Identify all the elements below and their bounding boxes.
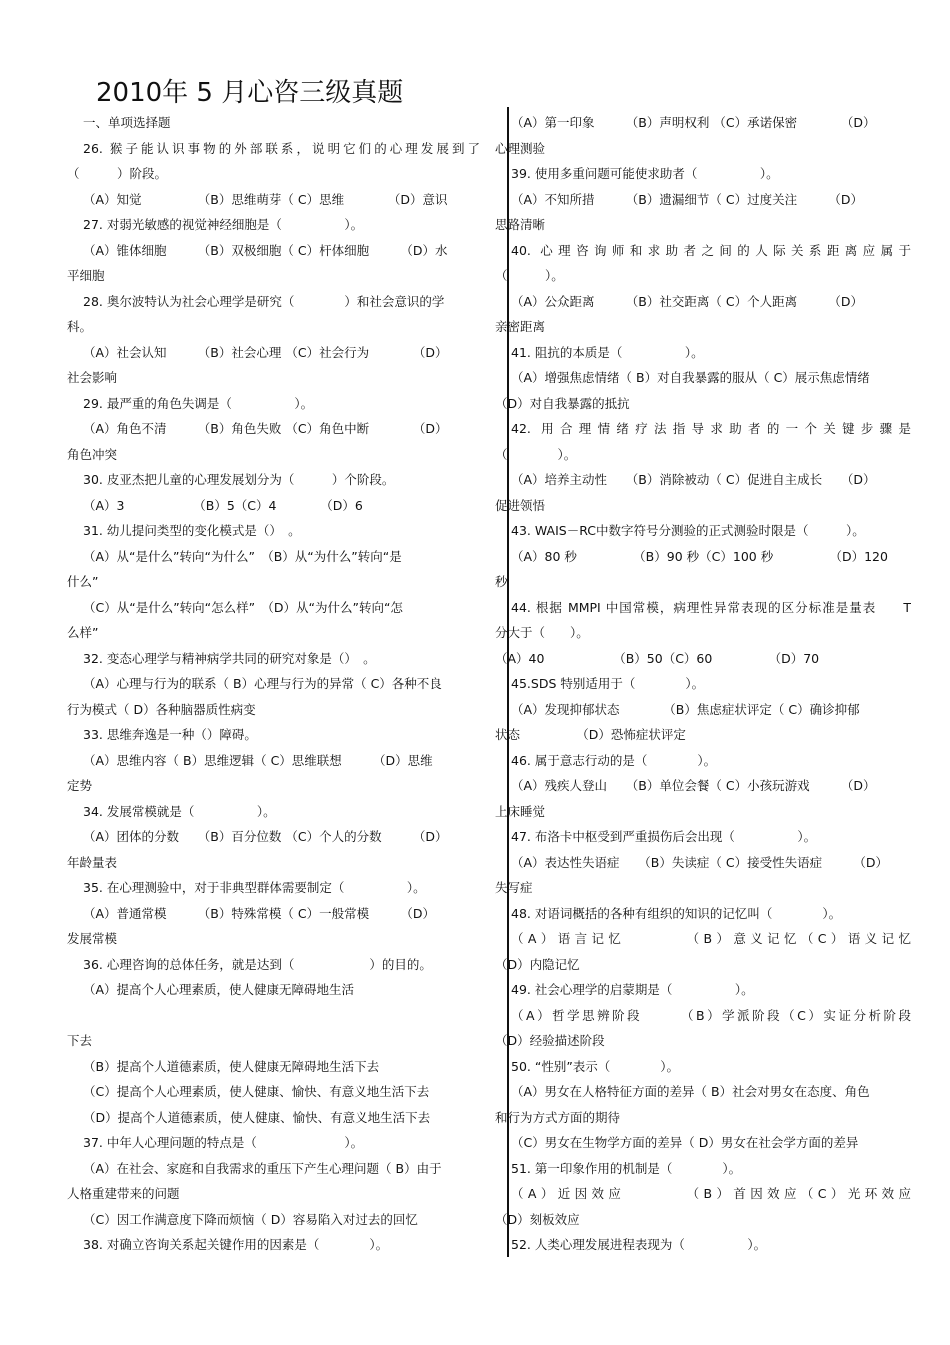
- text-line: 26. 猴子能认识事物的外部联系，说明它们的心理发展到了: [83, 140, 480, 156]
- text-line: 人格重建带来的问题: [67, 1186, 180, 1201]
- text-line: 角色冲突: [67, 446, 118, 462]
- text-line: （A）发现抑郁状态 （B）焦虑症状评定（ C）确诊抑郁: [511, 701, 860, 717]
- text-line: 29. 最严重的角色失调是（ ）。: [83, 395, 314, 411]
- text-line: （ ）。: [495, 268, 564, 283]
- text-line: 什么”: [67, 574, 99, 589]
- text-line: 31. 幼儿提问类型的变化模式是（） 。: [83, 523, 301, 538]
- text-line: （ ）。: [495, 446, 577, 462]
- text-line: 38. 对确立咨询关系起关键作用的因素是（ ）。: [83, 1237, 389, 1252]
- text-line: 上床睡觉: [495, 803, 546, 819]
- text-line: 30. 皮亚杰把儿童的心理发展划分为（ ）个阶段。: [83, 472, 395, 487]
- text-line: （B）提高个人道德素质，使人健康无障碍地生活下去: [83, 1058, 380, 1074]
- text-line: 秒: [495, 574, 508, 589]
- text-line: （A）团体的分数 （B）百分位数 （C）个人的分数 （D）: [83, 829, 448, 844]
- text-line: 47. 布洛卡中枢受到严重损伤后会出现（ ）。: [511, 829, 817, 844]
- text-line: 45.SDS 特别适用于（ ）。: [511, 676, 705, 691]
- text-line: （C）因工作满意度下降而烦恼（ D）容易陷入对过去的回忆: [83, 1211, 418, 1227]
- text-line: （D）经验描述阶段: [495, 1033, 605, 1048]
- text-line: 平细胞: [67, 268, 105, 283]
- text-line: 思路清晰: [495, 217, 546, 232]
- text-line: （A）40 （B）50（C）60 （D）70: [495, 650, 820, 666]
- text-line: （A）从“是什么”转向“为什么” （B）从“为什么”转向“是: [83, 548, 402, 564]
- text-line: 年龄量表: [67, 854, 118, 870]
- text-line: 50. “性别”表示（ ）。: [511, 1058, 680, 1074]
- text-line: （A）提高个人心理素质，使人健康无障碍地生活: [83, 982, 355, 997]
- text-line: 行为模式（ D）各种脑器质性病变: [67, 701, 256, 717]
- text-line: 和行为方式方面的期待: [495, 1109, 621, 1125]
- text-line: （A）思维内容（ B）思维逻辑（ C）思维联想 （D）思维: [83, 752, 433, 768]
- text-line: 36. 心理咨询的总体任务，就是达到（ ）的目的。: [83, 956, 432, 972]
- text-line: （A）心理与行为的联系（ B）心理与行为的异常（ C）各种不良: [83, 676, 442, 691]
- text-line: （A）增强焦虑情绪（ B）对自我暴露的服从（ C）展示焦虑情绪: [511, 370, 870, 385]
- text-line: （A）在社会、家庭和自我需求的重压下产生心理问题（ B）由于: [83, 1160, 442, 1176]
- text-line: 一、单项选择题: [83, 115, 171, 130]
- text-line: 42. 用合理情绪疗法指导求助者的一个关键步骤是: [511, 421, 911, 436]
- text-line: 49. 社会心理学的启蒙期是（ ）。: [511, 982, 754, 997]
- left-column: [67, 110, 480, 1258]
- text-line: （A）第一印象 （B）声明权利 （C）承诺保密 （D）: [511, 115, 876, 130]
- text-line: （A）残疾人登山 （B）单位会餐（ C）小孩玩游戏 （D）: [511, 778, 876, 793]
- text-line: （ ）阶段。: [67, 166, 168, 181]
- text-line: 37. 中年人心理问题的特点是（ ）。: [83, 1135, 364, 1150]
- text-line: 40. 心理咨询师和求助者之间的人际关系距离应属于: [511, 242, 911, 258]
- text-line: （A）表达性失语症 （B）失读症（ C）接受性失语症 （D）: [511, 854, 888, 870]
- text-line: （A）普通常模 （B）特殊常模（ C）一般常模 （D）: [83, 905, 435, 921]
- text-line: 34. 发展常模就是（ ）。: [83, 803, 276, 819]
- text-line: 发展常模: [67, 931, 118, 946]
- text-line: 社会影响: [67, 370, 118, 385]
- text-line: 么样”: [67, 625, 99, 640]
- text-line: 52. 人类心理发展进程表现为（ ）。: [511, 1237, 767, 1252]
- text-line: 33. 思维奔逸是一种（）障碍。: [83, 727, 257, 742]
- text-line: （A）3 （B）5（C）4 （D）6: [83, 497, 363, 513]
- text-line: 44. 根据 MMPI 中国常模，病理性异常表现的区分标准是量表 T: [511, 599, 911, 615]
- text-line: 科。: [67, 319, 93, 334]
- text-line: （A）不知所措 （B）遗漏细节（ C）过度关注 （D）: [511, 191, 863, 207]
- text-line: （C）男女在生物学方面的差异（ D）男女在社会学方面的差异: [511, 1135, 859, 1150]
- text-line: 43. WAIS－RC中数字符号分测验的正式测验时限是（ ）。: [511, 523, 865, 538]
- text-line: （A）培养主动性 （B）消除被动（ C）促进自主成长 （D）: [511, 472, 876, 487]
- text-line: 41. 阻抗的本质是（ ）。: [511, 344, 704, 360]
- text-line: 状态 （D）恐怖症状评定: [495, 727, 686, 742]
- text-line: 28. 奥尔波特认为社会心理学是研究（ ）和社会意识的学: [83, 293, 445, 309]
- text-line: 亲密距离: [495, 319, 546, 334]
- right-column: [495, 110, 911, 1258]
- text-line: （A）男女在人格特征方面的差异（ B）社会对男女在态度、角色: [511, 1084, 870, 1099]
- text-line: （A）社会认知 （B）社会心理 （C）社会行为 （D）: [83, 344, 448, 360]
- text-line: 51. 第一印象作用的机制是（ ）。: [511, 1160, 742, 1176]
- text-line: （A）近因效应 （B）首因效应（C）光环效应: [511, 1186, 911, 1201]
- text-line: 促进领悟: [495, 497, 546, 513]
- text-line: （A）知觉 （B）思维萌芽（ C）思维 （D）意识: [83, 191, 448, 207]
- text-line: 46. 属于意志行动的是（ ）。: [511, 752, 717, 768]
- text-line: （D）提高个人道德素质，使人健康、愉快、有意义地生活下去: [83, 1109, 431, 1125]
- text-line: 心理测验: [495, 140, 546, 156]
- text-line: 48. 对语词概括的各种有组织的知识的记忆叫（ ）。: [511, 905, 842, 921]
- text-line: 27. 对弱光敏感的视觉神经细胞是（ ）。: [83, 217, 364, 232]
- text-line: 下去: [67, 1033, 93, 1048]
- text-line: 32. 变态心理学与精神病学共同的研究对象是（） 。: [83, 650, 376, 666]
- text-line: （D）内隐记忆: [495, 956, 580, 972]
- text-line: （A）哲学思辨阶段 （B）学派阶段（C）实证分析阶段: [511, 1007, 911, 1023]
- text-line: [67, 1003, 480, 1029]
- text-line: （D）刻板效应: [495, 1211, 580, 1227]
- text-line: 失写症: [495, 880, 533, 895]
- page-title: 2010年 5 月心咨三级真题: [96, 78, 404, 108]
- text-line: 35. 在心理测验中，对于非典型群体需要制定（ ）。: [83, 880, 426, 895]
- text-line: （A）80 秒 （B）90 秒（C）100 秒 （D）120: [511, 548, 888, 564]
- text-line: （C）提高个人心理素质，使人健康、愉快、有意义地生活下去: [83, 1084, 430, 1099]
- text-line: （C）从“是什么”转向“怎么样” （D）从“为什么”转向“怎: [83, 599, 403, 615]
- text-line: （A）公众距离 （B）社交距离（ C）个人距离 （D）: [511, 293, 863, 309]
- text-line: （D）对自我暴露的抵抗: [495, 395, 630, 411]
- text-line: 39. 使用多重问题可能使求助者（ ）。: [511, 166, 779, 181]
- text-line: （A）语言记忆 （B）意义记忆（C）语义记忆: [511, 931, 911, 946]
- text-line: （A）角色不清 （B）角色失败 （C）角色中断 （D）: [83, 421, 448, 436]
- text-line: 定势: [67, 778, 93, 793]
- text-line: 分大于（ ）。: [495, 625, 589, 640]
- text-line: （A）锥体细胞 （B）双极细胞（ C）杆体细胞 （D）水: [83, 242, 448, 258]
